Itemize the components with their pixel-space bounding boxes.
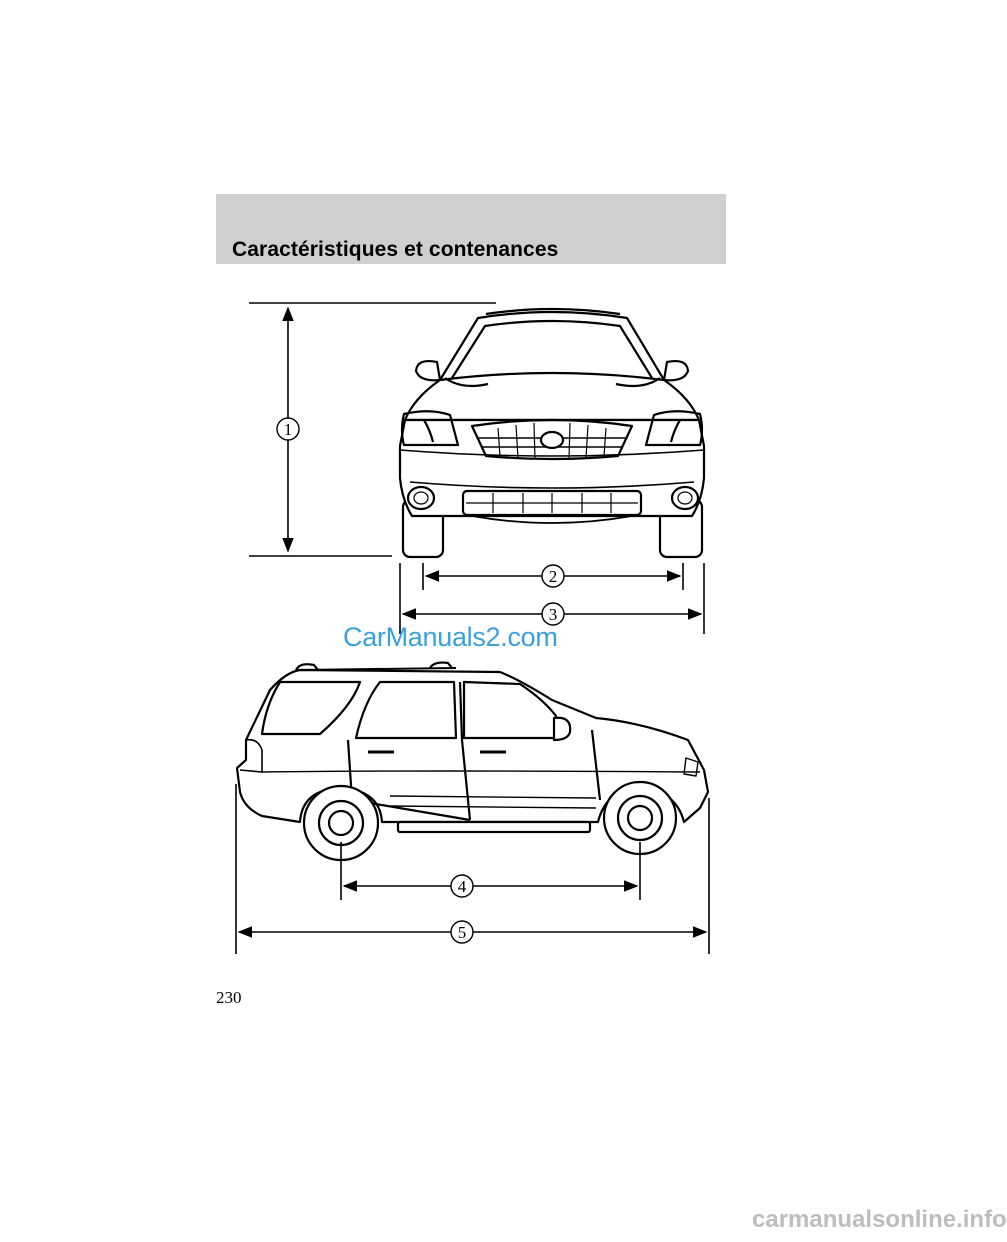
- dimension-callout-2: [542, 565, 564, 587]
- dimension-callout-5: [451, 921, 473, 943]
- section-title: Caractéristiques et contenances: [232, 238, 559, 261]
- dimension-callout-4: [451, 875, 473, 897]
- dimension-label-5: 5: [457, 923, 467, 942]
- dimension-callout-1: [277, 418, 299, 440]
- dimension-label-4: 4: [457, 877, 467, 896]
- front-view-drawing: [400, 309, 704, 557]
- dimension-label-2: 2: [548, 567, 558, 586]
- page-number: 230: [216, 988, 242, 1007]
- dimension-label-3: 3: [548, 605, 558, 624]
- watermark-link[interactable]: CarManuals2.com: [343, 622, 558, 652]
- side-view-drawing: [237, 663, 708, 860]
- dimension-label-1: 1: [283, 420, 293, 439]
- footer-watermark[interactable]: carmanualsonline.info: [752, 1206, 1007, 1233]
